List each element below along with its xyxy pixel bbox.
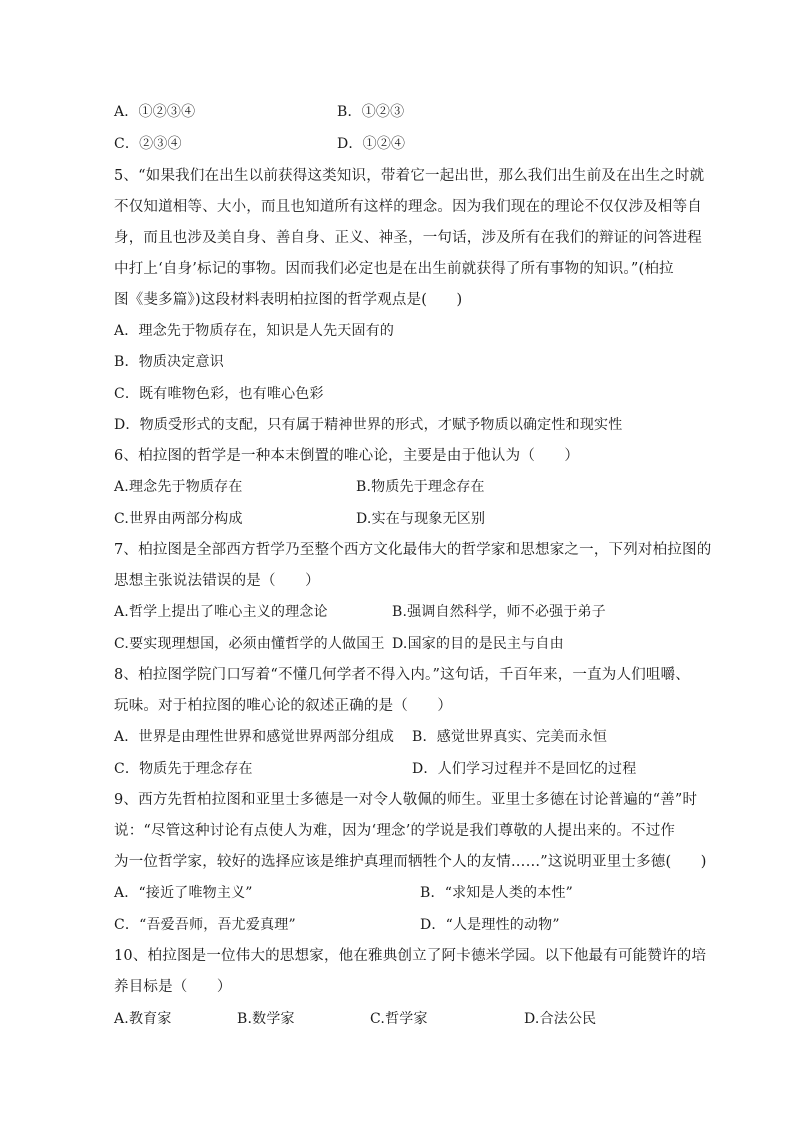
q7-stem-line-2: 思想主张说法错误的是（ ）	[114, 573, 320, 589]
q7-option-b: B.强调自然科学，师不必强于弟子	[392, 604, 606, 620]
q6-option-d: D.实在与现象无区别	[356, 511, 486, 527]
q10-option-a: A.教育家	[114, 1011, 172, 1027]
q8-option-a: A．世界是由理性世界和感觉世界两部分组成	[114, 729, 395, 745]
q7-option-a: A.哲学上提出了唯心主义的理念论	[114, 604, 328, 620]
q4-option-a: A．①②③④	[114, 104, 196, 120]
q8-option-b: B．感觉世界真实、完美而永恒	[412, 729, 608, 745]
q10-option-b: B.数学家	[237, 1011, 295, 1027]
q4-option-b: B．①②③	[337, 104, 405, 120]
q5-option-c: C．既有唯物色彩，也有唯心色彩	[114, 386, 324, 402]
q10-option-d: D.合法公民	[524, 1011, 597, 1027]
q9-stem-line-1: 9、西方先哲柏拉图和亚里士多德是一对令人敬佩的师生。亚里士多德在讨论普遍的“善”时	[114, 792, 698, 808]
q9-option-b: B．“求知是人类的本性”	[420, 885, 574, 901]
q8-option-c: C．物质先于理念存在	[114, 761, 253, 777]
q5-stem-line-1: 5、“如果我们在出生以前获得这类知识，带着它一起出世，那么我们出生前及在出生之时就	[114, 168, 705, 184]
q5-stem-line-5: 图《斐多篇》)这段材料表明柏拉图的哲学观点是( )	[114, 292, 463, 308]
q5-option-d: D．物质受形式的支配，只有属于精神世界的形式，才赋予物质以确定性和现实性	[114, 417, 623, 433]
q10-stem-line-1: 10、柏拉图是一位伟大的思想家，他在雅典创立了阿卡德米学园。以下他最有可能赞许的培	[114, 948, 707, 964]
q8-option-d: D．人们学习过程并不是回忆的过程	[412, 761, 637, 777]
q4-option-c: C．②③④	[114, 136, 182, 152]
q5-stem-line-2: 不仅知道相等、大小，而且也知道所有这样的理念。因为我们现在的理论不仅仅涉及相等自	[114, 199, 702, 215]
q5-option-a: A．理念先于物质存在，知识是人先天固有的	[114, 323, 395, 339]
q9-option-a: A．“接近了唯物主义”	[114, 885, 253, 901]
q7-stem-line-1: 7、柏拉图是全部西方哲学乃至整个西方文化最伟大的哲学家和思想家之一，下列对柏拉图的	[114, 542, 712, 558]
q6-stem-line-1: 6、柏拉图的哲学是一种本末倒置的唯心论，主要是由于他认为（ ）	[114, 448, 580, 464]
q6-option-c: C.世界由两部分构成	[114, 511, 243, 527]
q5-stem-line-3: 身，而且也涉及美自身、善自身、正义、神圣，一句话，涉及所有在我们的辩证的问答进程	[114, 230, 702, 246]
q9-option-d: D．“人是理性的动物”	[420, 917, 560, 933]
q10-stem-line-2: 养目标是（ ）	[114, 979, 232, 995]
q6-option-b: B.物质先于理念存在	[356, 479, 485, 495]
q10-option-c: C.哲学家	[370, 1011, 428, 1027]
q9-stem-line-3: 为一位哲学家，较好的选择应该是维护真理而牺牲个人的友情……”这说明亚里士多德( )	[114, 854, 707, 870]
q6-option-a: A.理念先于物质存在	[114, 479, 243, 495]
q9-option-c: C．“吾爱吾师，吾尤爱真理”	[114, 917, 296, 933]
q5-option-b: B．物质决定意识	[114, 354, 224, 370]
q5-stem-line-4: 中打上‘自身’标记的事物。因而我们必定也是在出生前就获得了所有事物的知识。”(柏拉	[114, 261, 674, 277]
q8-stem-line-2: 玩味。对于柏拉图的唯心论的叙述正确的是（ ）	[114, 698, 453, 714]
q9-stem-line-2: 说：“尽管这种讨论有点使人为难，因为‘理念’的学说是我们尊敬的人提出来的。不过作	[114, 823, 676, 839]
q8-stem-line-1: 8、柏拉图学院门口写着“不懂几何学者不得入内。”这句话，千百年来，一直为人们咀嚼、	[114, 667, 690, 683]
q7-option-d: D.国家的目的是民主与自由	[392, 636, 564, 652]
q4-option-d: D．①②④	[337, 136, 406, 152]
q7-option-c: C.要实现理想国，必须由懂哲学的人做国王	[114, 636, 385, 652]
